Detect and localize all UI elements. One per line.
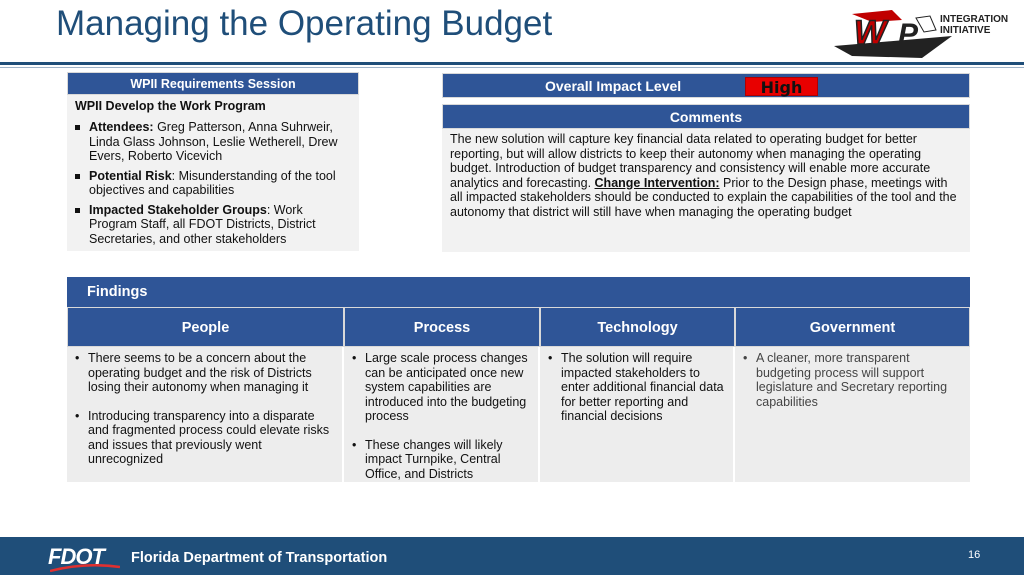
requirements-panel [67,72,359,251]
column-title: Government [735,307,970,347]
requirements-item [75,120,353,164]
column-title: People [67,307,344,347]
item-label: Potential Risk [89,168,172,183]
finding-item: • These changes will likely impact Turnpike, Central Office, and Districts [352,437,503,481]
fdot-logo: FDOT [48,544,104,569]
finding-item: • The solution will require impacted stakeholders to enter additional financial data for better reporting and financial decisions [548,351,724,423]
footer-org-name: Florida Department of Transportation [131,550,388,566]
findings-column-government [735,307,970,482]
requirements-list [67,120,359,246]
bullet-icon: • [352,437,357,452]
item-text: : Misunderstanding of the tool objectives and capabilities [89,168,336,197]
finding-item: • Introducing transparency into a disparate and fragmented process could elevate risks and issues that previously went unrecognized [75,408,330,466]
square-bullet-icon [75,125,80,130]
column-title: Process [344,307,540,347]
logo-line-1: INTEGRATION [940,14,1009,25]
fdot-swoosh-icon [50,564,120,572]
impact-level-badge: High [745,77,818,96]
finding-item: • A cleaner, more transparent budgeting process will support legislature and Secretary reporting capabilities [743,351,948,409]
svg-text:P: P [898,18,919,51]
title-divider [0,62,1024,65]
impact-panel [442,73,970,98]
change-intervention-label: Change Intervention: [594,175,720,190]
column-body [540,347,735,482]
requirements-item [75,203,353,247]
bullet-icon: • [548,351,553,365]
comments-body [442,129,970,222]
requirements-subtitle: WPII Develop the Work Program [75,99,266,113]
comments-text-continued: Prior to the Design phase, meetings with all impacted stakeholders should be conducted to explain the capabilities of the tool and the autonomy that district will still have when managing the operating budget [450,175,957,219]
bullet-icon: • [75,408,80,423]
wpii-logo-text [940,14,1008,36]
column-body [344,347,540,482]
page-title: Managing the Operating Budget [56,4,553,43]
page-number: 16 [968,549,981,561]
requirements-item [75,169,353,198]
comments-text: The new solution will capture key financial data related to operating budget for better reporting, but will allow districts to keep their autonomy when managing the operating budget. Introduction of budget transparency and consistency will enable more accurate analytics and forecasting. [450,132,931,190]
bullet-icon: • [352,351,357,365]
findings-column-process [344,307,540,482]
logo-line-2: INITIATIVE [940,25,991,36]
square-bullet-icon [75,208,80,213]
column-body [735,347,970,482]
comments-header: Comments [442,104,970,129]
item-label: Attendees: [89,120,154,134]
finding-item: • Large scale process changes can be anticipated once new system capabilities are introduced into the budgeting process [352,351,528,423]
comments-panel [442,104,970,252]
finding-item: • There seems to be a concern about the operating budget and the risk of Districts losing their autonomy when managing it [75,351,312,394]
findings-header: Findings [67,277,970,307]
requirements-header: WPII Requirements Session [67,72,359,95]
column-title: Technology [540,307,735,347]
item-text: : Work Program Staff, all FDOT Districts, District Secretaries, and other stakeholders [89,202,316,246]
item-label: Impacted Stakeholder Groups [89,202,267,217]
title-divider-thin [0,67,1024,68]
findings-column-people [67,307,344,482]
svg-text:W: W [854,14,887,52]
column-body [67,347,344,482]
bullet-icon: • [75,351,80,365]
item-text: Greg Patterson, Anna Suhrweir, Linda Glass Johnson, Leslie Wetherell, Drew Evers, Roberto Vicevich [89,120,338,163]
impact-label: Overall Impact Level [442,73,970,98]
findings-column-technology [540,307,735,482]
bullet-icon: • [743,351,748,365]
square-bullet-icon [75,174,80,179]
